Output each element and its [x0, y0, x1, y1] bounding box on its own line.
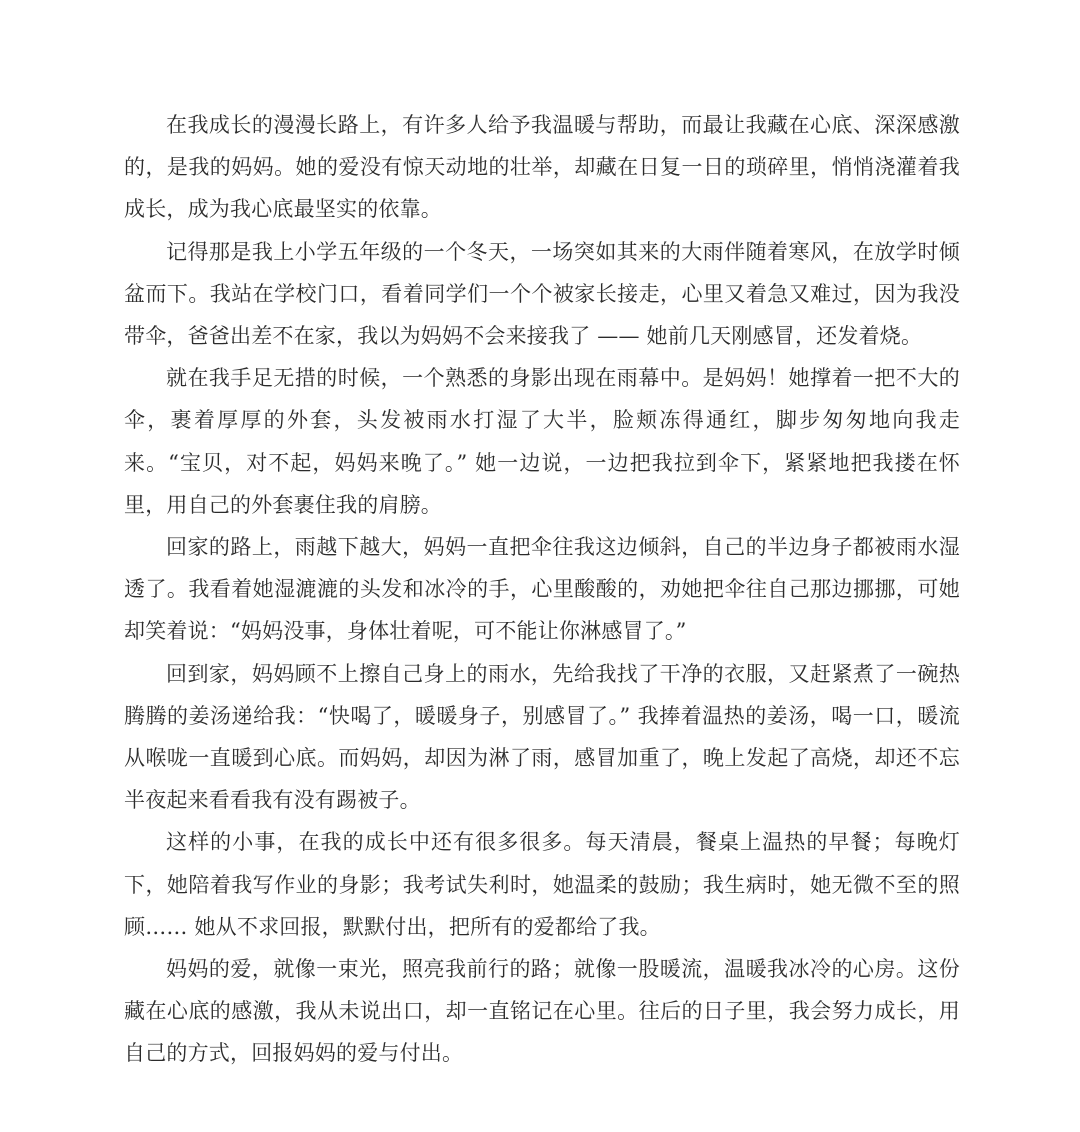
paragraph-7: 妈妈的爱，就像一束光，照亮我前行的路；就像一股暖流，温暖我冰冷的心房。这份藏在心底的感激，我从未说出口，却一直铭记在心里。往后的日子里，我会努力成长，用自己的方式，回报妈妈的爱与付出。: [124, 957, 960, 1066]
paragraph-5: 回到家，妈妈顾不上擦自己身上的雨水，先给我找了干净的衣服，又赶紧煮了一碗热腾腾的姜汤递给我：“快喝了，暖暖身子，别感冒了。” 我捧着温热的姜汤，喝一口，暖流从喉咙一直暖到心底。而妈妈，却因为淋了雨，感冒加重了，晚上发起了高烧，却还不忘半夜起来看看我有没有踢被子。: [124, 661, 960, 813]
essay-body: [124, 104, 960, 1075]
paragraph-2: 记得那是我上小学五年级的一个冬天，一场突如其来的大雨伴随着寒风，在放学时倾盆而下。我站在学校门口，看着同学们一个个被家长接走，心里又着急又难过，因为我没带伞，爸爸出差不在家，我以为妈妈不会来接我了 —— 她前几天刚感冒，还发着烧。: [124, 239, 960, 349]
paragraph-6: 这样的小事，在我的成长中还有很多很多。每天清晨，餐桌上温热的早餐；每晚灯下，她陪着我写作业的身影；我考试失利时，她温柔的鼓励；我生病时，她无微不至的照顾…… 她从不求回报，默默付出，把所有的爱都给了我。: [124, 830, 960, 939]
paragraph-4: 回家的路上，雨越下越大，妈妈一直把伞往我这边倾斜，自己的半边身子都被雨水湿透了。我看着她湿漉漉的头发和冰冷的手，心里酸酸的，劝她把伞往自己那边挪挪，可她却笑着说：“妈妈没事，身体壮着呢，可不能让你淋感冒了。”: [124, 535, 960, 644]
paragraph-3: 就在我手足无措的时候，一个熟悉的身影出现在雨幕中。是妈妈！她撑着一把不大的伞，裹着厚厚的外套，头发被雨水打湿了大半，脸颊冻得通红，脚步匆匆地向我走来。“宝贝，对不起，妈妈来晚了。” 她一边说，一边把我拉到伞下，紧紧地把我搂在怀里，用自己的外套裹住我的肩膀。: [124, 366, 960, 517]
paragraph-1: 在我成长的漫漫长路上，有许多人给予我温暖与帮助，而最让我藏在心底、深深感激的，是我的妈妈。她的爱没有惊天动地的壮举，却藏在日复一日的琐碎里，悄悄浇灌着我成长，成为我心底最坚实的依靠。: [124, 113, 960, 222]
